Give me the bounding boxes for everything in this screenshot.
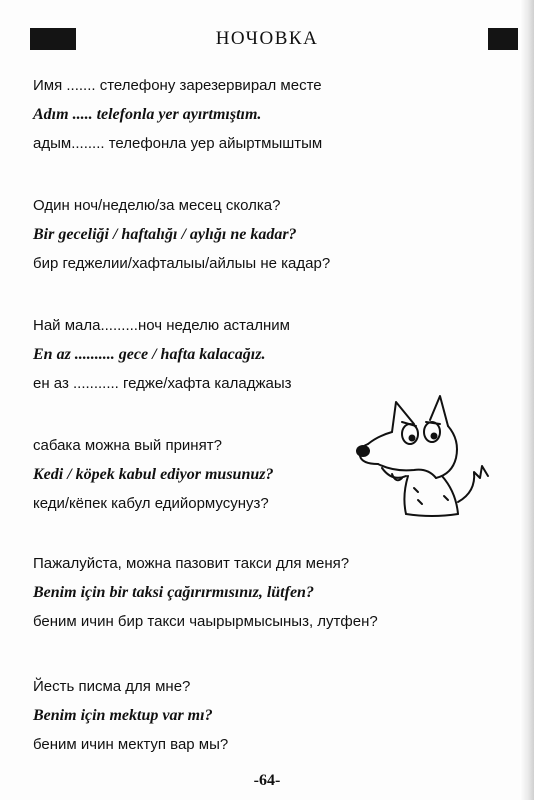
phrase-turkish: Benim için mektup var mı? <box>33 707 213 724</box>
phrase-transliteration: кеди/кёпек кабул едийормусунуз? <box>33 495 269 512</box>
phrase-transliteration: беним ичин бир такси чаырырмысыныз, лутфен? <box>33 613 378 630</box>
phrase-block <box>33 311 292 398</box>
phrase-turkish: Bir geceliği / haftalığı / aylığı ne kadar? <box>33 226 297 243</box>
page-title: НОЧОВКА <box>215 28 319 49</box>
page-header <box>0 24 534 58</box>
phrase-block <box>33 71 322 158</box>
cartoon-dog-icon <box>348 392 498 522</box>
phrase-transliteration: адым........ телефонла уер айыртмыштым <box>33 135 323 152</box>
phrase-transliteration: бир геджелии/хафталыы/айлыы не кадар? <box>33 255 331 272</box>
phrase-turkish: En az .......... gece / hafta kalacağız. <box>33 346 266 363</box>
phrase-russian: Най мала.........ноч неделю асталним <box>33 317 290 334</box>
phrase-russian: Йесть писма для мне? <box>33 678 191 695</box>
page-number: -64- <box>253 772 281 789</box>
phrase-block <box>33 191 330 278</box>
phrase-turkish: Adım ..... telefonla yer ayırtmıştım. <box>33 106 262 123</box>
phrase-transliteration: беним ичин мектуп вар мы? <box>33 736 229 753</box>
phrase-russian: Имя ....... стелефону зарезервирал месте <box>33 77 322 94</box>
page-edge-shadow <box>520 0 534 800</box>
phrase-russian: Один ноч/неделю/за месец сколка? <box>33 197 281 214</box>
phrase-block <box>33 431 273 518</box>
phrase-russian: сабака можна вый принят? <box>33 437 222 454</box>
phrase-transliteration: ен аз ........... гедже/хафта каладжаыз <box>33 375 292 392</box>
phrase-russian: Пажалуйста, можна пазовит такси для меня? <box>33 555 350 572</box>
phrase-block <box>33 672 228 759</box>
phrase-turkish: Benim için bir taksi çağırırmısınız, lütfen? <box>33 584 314 601</box>
header-bar-right <box>488 28 518 50</box>
phrase-turkish: Kedi / köpek kabul ediyor musunuz? <box>33 466 274 483</box>
phrase-block <box>33 549 378 636</box>
